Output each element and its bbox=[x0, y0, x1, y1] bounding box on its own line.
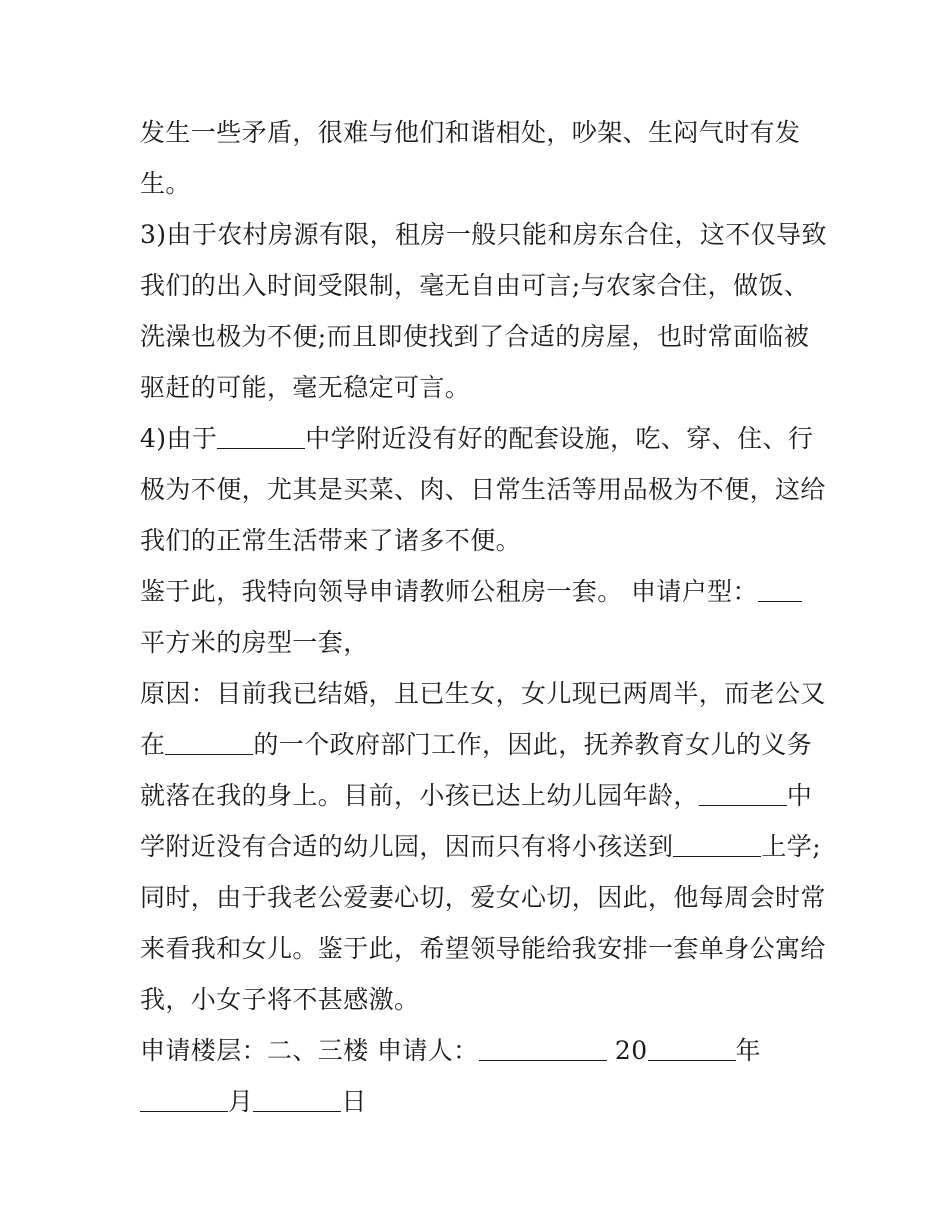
text-line: 原因：目前我已结婚，且已生女，女儿现已两周半，而老公又 bbox=[140, 679, 826, 708]
document-body bbox=[140, 107, 827, 1127]
month-blank bbox=[140, 1081, 228, 1112]
date-line: 月 日 bbox=[140, 1076, 820, 1127]
fill-in-blank bbox=[758, 571, 802, 602]
text-line: 平方米的房型一套， bbox=[140, 628, 369, 657]
text-line: 来看我和女儿。鉴于此，希望领导能给我安排一套单身公寓给 bbox=[140, 934, 826, 963]
text-line: 我们的正常生活带来了诸多不便。 bbox=[140, 526, 522, 555]
text-line: 发生一些矛盾，很难与他们和谐相处，吵架、生闷气时有发 bbox=[140, 118, 801, 147]
text-line: 同时，由于我老公爱妻心切，爱女心切，因此，他每周会时常 bbox=[140, 883, 826, 912]
text-line: 洗澡也极为不便;而且即使找到了合适的房屋，也时常面临被 bbox=[140, 322, 810, 351]
fill-in-blank bbox=[699, 775, 787, 806]
fill-in-blank bbox=[165, 724, 253, 755]
text-line: 驱赶的可能，毫无稳定可言。 bbox=[140, 373, 471, 402]
text-line: 生。 bbox=[140, 169, 191, 198]
text-line: 在 的一个政府部门工作，因此，抚养教育女儿的义务 bbox=[140, 719, 820, 770]
text-line: 学附近没有合适的幼儿园，因而只有将小孩送到 上学; bbox=[140, 821, 820, 872]
applicant-name-blank bbox=[479, 1030, 607, 1061]
text-line: 3)由于农村房源有限，租房一般只能和房东合住，这不仅导致 bbox=[140, 220, 827, 249]
text-line: 我们的出入时间受限制，毫无自由可言;与农家合住，做饭、 bbox=[140, 271, 810, 300]
text-line: 就落在我的身上。目前，小孩已达上幼儿园年龄， 中 bbox=[140, 770, 820, 821]
day-blank bbox=[253, 1081, 341, 1112]
fill-in-blank bbox=[217, 418, 305, 449]
text-line: 极为不便，尤其是买菜、肉、日常生活等用品极为不便，这给 bbox=[140, 475, 826, 504]
fill-in-blank bbox=[673, 826, 761, 857]
year-blank bbox=[648, 1030, 736, 1061]
signature-line: 申请楼层：二、三楼 申请人： 20 年 bbox=[140, 1025, 820, 1076]
text-line: 鉴于此，我特向领导申请教师公租房一套。 申请户型： bbox=[140, 566, 820, 617]
text-line: 4)由于 中学附近没有好的配套设施，吃、穿、住、行 bbox=[140, 413, 820, 464]
text-line: 我，小女子将不甚感激。 bbox=[140, 985, 420, 1014]
